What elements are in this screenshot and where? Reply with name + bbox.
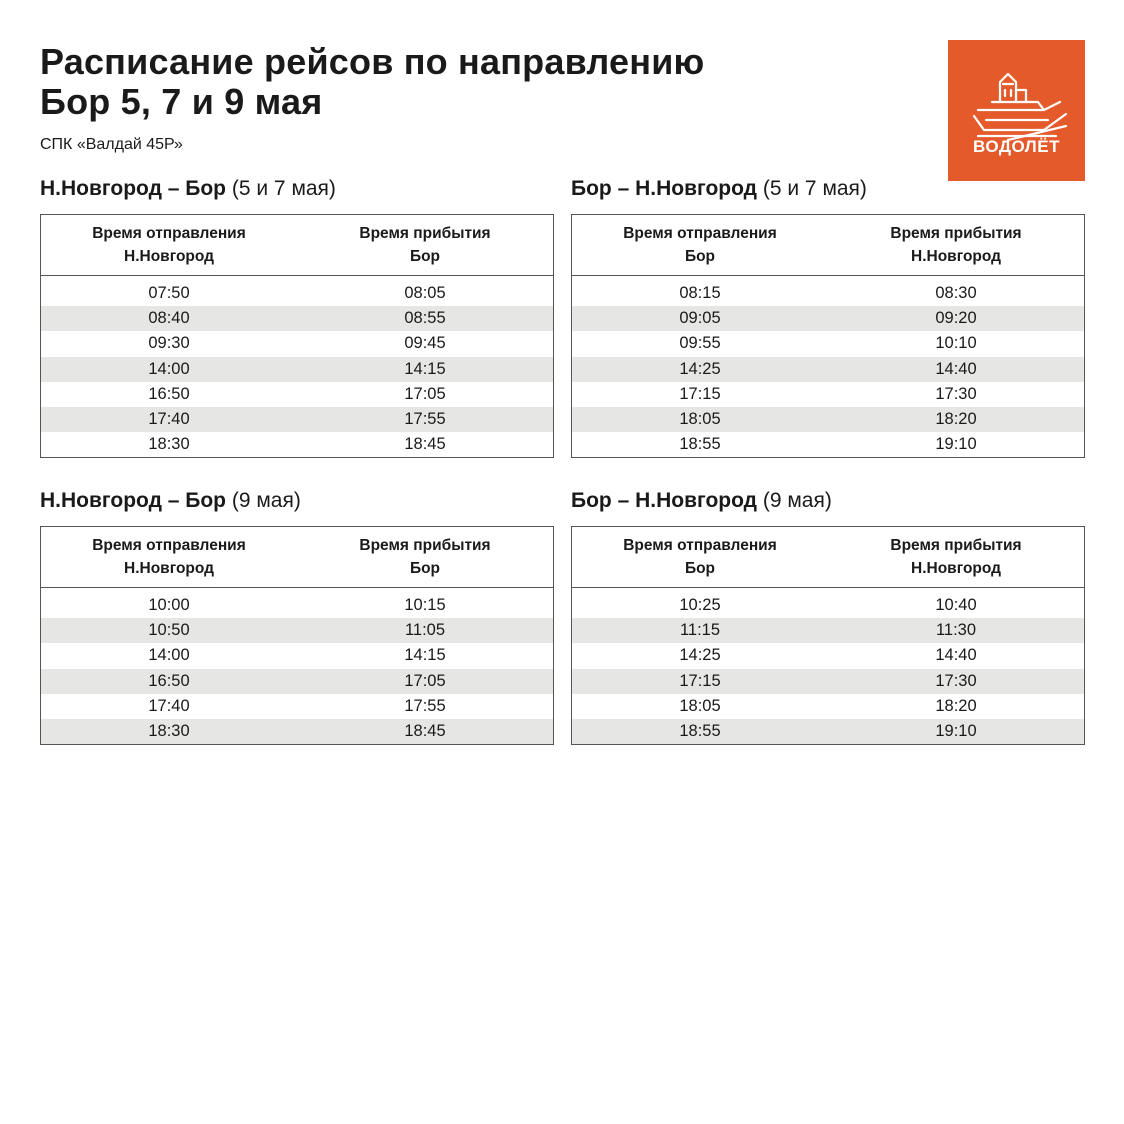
departure-time: 17:15 (679, 384, 721, 403)
schedule-heading (571, 488, 1085, 514)
arrival-header (828, 534, 1084, 580)
header-line: Время прибытия (359, 537, 491, 554)
departure-time: 18:05 (679, 696, 721, 715)
table-row (572, 618, 1084, 643)
header-line: Бор (409, 248, 441, 265)
schedule-table (571, 214, 1085, 458)
route-name: Н.Новгород – Бор (40, 177, 227, 200)
header-line: Бор (684, 560, 716, 577)
header-line: Н.Новгород (911, 248, 1001, 265)
arrival-time: 10:10 (935, 334, 977, 353)
arrival-time: 08:05 (404, 284, 446, 303)
table-row (41, 407, 553, 432)
table-body (572, 588, 1084, 744)
departure-time: 18:55 (679, 435, 721, 454)
table-row (572, 331, 1084, 356)
title-line-2: Бор 5, 7 и 9 мая (40, 81, 323, 122)
arrival-time: 14:40 (935, 359, 977, 378)
table-row (41, 618, 553, 643)
departure-header (572, 222, 828, 268)
departure-time: 10:25 (679, 596, 721, 615)
schedule-block-nn-bor-5-7 (40, 176, 554, 458)
arrival-header (297, 534, 553, 580)
table-row (41, 331, 553, 356)
table-row (572, 719, 1084, 744)
arrival-time: 18:20 (935, 410, 977, 429)
header-line: Н.Новгород (911, 560, 1001, 577)
header-line: Н.Новгород (124, 248, 214, 265)
arrival-time: 14:15 (404, 646, 446, 665)
table-row (572, 593, 1084, 618)
departure-header (41, 222, 297, 268)
table-header (41, 215, 553, 276)
arrival-time: 09:20 (935, 309, 977, 328)
arrival-time: 11:05 (404, 621, 446, 640)
arrival-header (297, 222, 553, 268)
header-line: Время отправления (92, 537, 246, 554)
departure-time: 09:55 (679, 334, 721, 353)
arrival-time: 10:40 (935, 596, 977, 615)
header-line: Время отправления (92, 225, 246, 242)
header-line: Время прибытия (359, 225, 491, 242)
schedule-heading (40, 488, 554, 514)
header-line: Н.Новгород (124, 560, 214, 577)
arrival-time: 17:55 (404, 410, 446, 429)
schedule-table (40, 526, 554, 745)
departure-time: 18:55 (679, 722, 721, 741)
departure-time: 17:40 (148, 696, 190, 715)
arrival-time: 11:30 (935, 621, 977, 640)
header-line: Время отправления (623, 225, 777, 242)
route-dates: (5 и 7 мая) (231, 177, 336, 200)
schedule-block-nn-bor-9 (40, 488, 554, 745)
departure-time: 14:25 (679, 359, 721, 378)
header-line: Бор (409, 560, 441, 577)
table-row (41, 643, 553, 668)
route-dates: (9 мая) (231, 489, 301, 512)
logo-text: ВОДОЛЁТ (973, 137, 1060, 156)
table-row (41, 357, 553, 382)
arrival-time: 08:55 (404, 309, 446, 328)
departure-time: 17:40 (148, 410, 190, 429)
table-row (41, 281, 553, 306)
table-row (572, 281, 1084, 306)
table-row (572, 669, 1084, 694)
departure-time: 09:05 (679, 309, 721, 328)
table-row (41, 669, 553, 694)
departure-time: 10:50 (148, 621, 190, 640)
arrival-time: 19:10 (935, 435, 977, 454)
schedule-table (40, 214, 554, 458)
departure-time: 14:00 (148, 646, 190, 665)
departure-time: 18:05 (679, 410, 721, 429)
route-name: Бор – Н.Новгород (571, 177, 758, 200)
ship-kremlin-icon (948, 40, 1085, 181)
departure-time: 18:30 (148, 435, 190, 454)
arrival-time: 09:45 (404, 334, 446, 353)
table-body (41, 588, 553, 744)
table-row (41, 382, 553, 407)
vessel-name: СПК «Валдай 45Р» (40, 136, 183, 153)
table-body (41, 276, 553, 457)
departure-header (41, 534, 297, 580)
table-row (572, 407, 1084, 432)
header-line: Время прибытия (890, 225, 1022, 242)
departure-time: 10:00 (148, 596, 190, 615)
table-row (572, 694, 1084, 719)
arrival-time: 17:05 (404, 671, 446, 690)
arrival-time: 19:10 (935, 722, 977, 741)
departure-time: 08:15 (679, 284, 721, 303)
schedule-block-bor-nn-5-7 (571, 176, 1085, 458)
title-line-1: Расписание рейсов по направлению (40, 41, 705, 82)
route-dates: (5 и 7 мая) (762, 177, 867, 200)
header-line: Время отправления (623, 537, 777, 554)
table-row (572, 643, 1084, 668)
arrival-time: 10:15 (404, 596, 446, 615)
table-row (41, 306, 553, 331)
departure-time: 18:30 (148, 722, 190, 741)
header-line: Бор (684, 248, 716, 265)
departure-time: 16:50 (148, 384, 190, 403)
table-header (572, 527, 1084, 588)
table-row (572, 382, 1084, 407)
departure-time: 16:50 (148, 671, 190, 690)
arrival-time: 17:05 (404, 384, 446, 403)
table-row (41, 694, 553, 719)
page-title (40, 42, 704, 122)
departure-time: 08:40 (148, 309, 190, 328)
header-line: Время прибытия (890, 537, 1022, 554)
departure-time: 14:25 (679, 646, 721, 665)
arrival-time: 14:40 (935, 646, 977, 665)
departure-time: 11:15 (679, 621, 721, 640)
table-body (572, 276, 1084, 457)
schedule-heading (571, 176, 1085, 202)
arrival-time: 18:45 (404, 435, 446, 454)
arrival-time: 08:30 (935, 284, 977, 303)
arrival-time: 18:20 (935, 696, 977, 715)
table-row (41, 719, 553, 744)
arrival-time: 17:30 (935, 384, 977, 403)
departure-header (572, 534, 828, 580)
schedule-table (571, 526, 1085, 745)
arrival-time: 14:15 (404, 359, 446, 378)
table-row (41, 593, 553, 618)
table-header (41, 527, 553, 588)
departure-time: 14:00 (148, 359, 190, 378)
arrival-header (828, 222, 1084, 268)
table-row (572, 432, 1084, 457)
route-name: Н.Новгород – Бор (40, 489, 227, 512)
table-header (572, 215, 1084, 276)
route-dates: (9 мая) (762, 489, 832, 512)
route-name: Бор – Н.Новгород (571, 489, 758, 512)
vodolet-logo (948, 40, 1085, 181)
schedule-heading (40, 176, 554, 202)
departure-time: 07:50 (148, 284, 190, 303)
departure-time: 09:30 (148, 334, 190, 353)
table-row (572, 357, 1084, 382)
arrival-time: 17:55 (404, 696, 446, 715)
table-row (41, 432, 553, 457)
arrival-time: 17:30 (935, 671, 977, 690)
arrival-time: 18:45 (404, 722, 446, 741)
table-row (572, 306, 1084, 331)
schedule-block-bor-nn-9 (571, 488, 1085, 745)
departure-time: 17:15 (679, 671, 721, 690)
